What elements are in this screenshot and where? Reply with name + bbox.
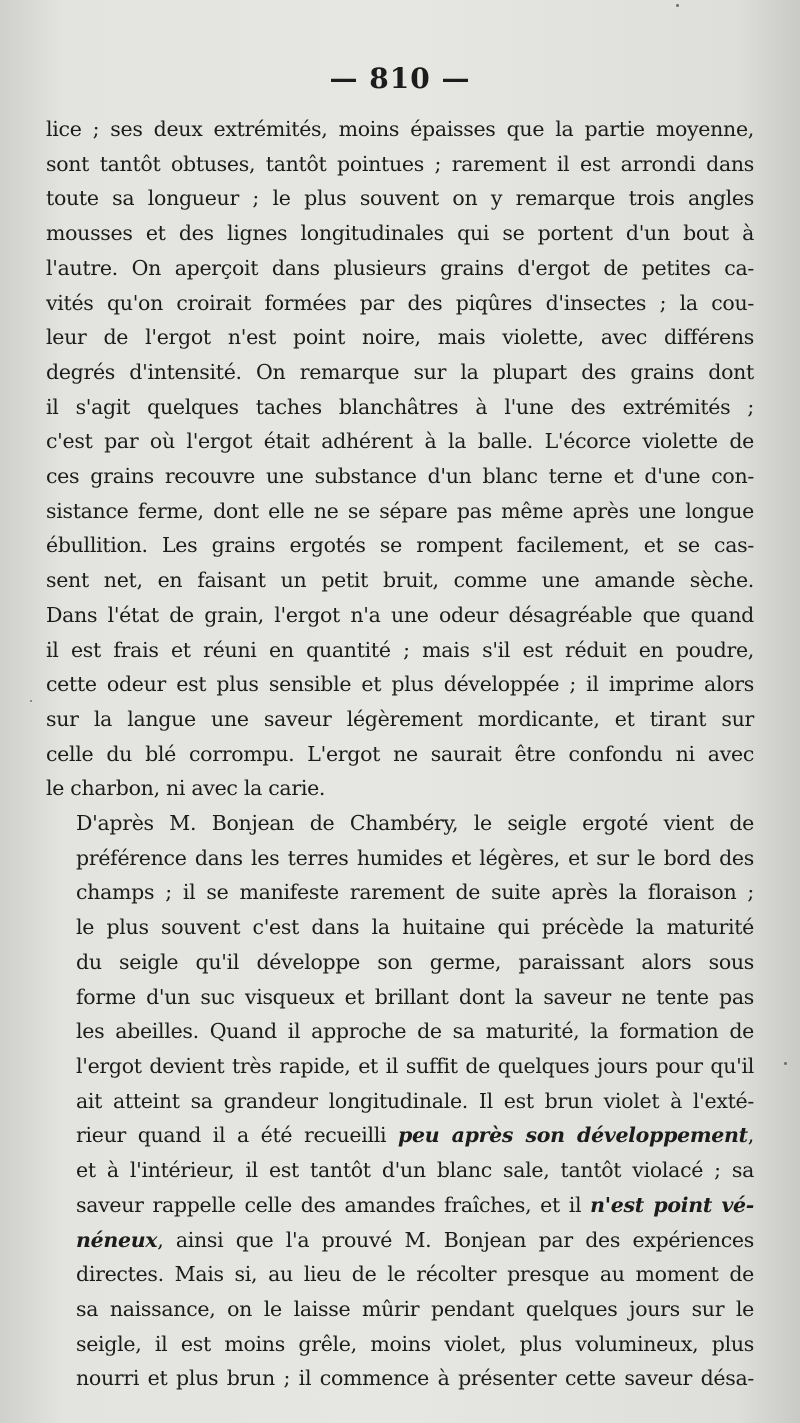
paper-speck xyxy=(30,700,32,702)
italic-text-run: peu après son développement xyxy=(397,1123,748,1148)
text-line: degrés d'intensité. On remarque sur la plupart des grains dont xyxy=(46,359,754,384)
text-line: il s'agit quelques taches blanchâtres à l'une des extrémités ; xyxy=(46,394,754,419)
text-line: vités qu'on croirait formées par des piqûres d'insectes ; la cou- xyxy=(46,290,754,315)
text-line: cette odeur est plus sensible et plus développée ; il imprime alors xyxy=(46,672,754,697)
text-line: les abeilles. Quand il approche de sa maturité, la formation de xyxy=(76,1019,754,1044)
text-line: forme d'un suc visqueux et brillant dont la saveur ne tente pas xyxy=(76,984,754,1009)
text-line: l'ergot devient très rapide, et il suffit de quelques jours pour qu'il xyxy=(76,1053,754,1078)
text-line: préférence dans les terres humides et légères, et sur le bord des xyxy=(76,845,754,870)
text-line: ces grains recouvre une substance d'un blanc terne et d'une con- xyxy=(46,464,754,489)
body-text xyxy=(46,112,754,1396)
text-line: Dans l'état de grain, l'ergot n'a une odeur désagréable que quand xyxy=(46,602,754,627)
text-line: du seigle qu'il développe son germe, paraissant alors sous xyxy=(76,949,754,974)
text-line: sa naissance, on le laisse mûrir pendant quelques jours sur le xyxy=(76,1296,754,1321)
text-line: champs ; il se manifeste rarement de suite après la floraison ; xyxy=(76,880,754,905)
text-line: ébullition. Les grains ergotés se rompent facilement, et se cas- xyxy=(46,533,754,558)
text-line: ait atteint sa grandeur longitudinale. Il est brun violet à l'exté- xyxy=(76,1088,754,1113)
text-line: seigle, il est moins grêle, moins violet, plus volumineux, plus xyxy=(76,1331,754,1356)
text-line: le plus souvent c'est dans la huitaine qui précède la maturité xyxy=(76,915,754,940)
text-line: mousses et des lignes longitudinales qui se portent d'un bout à xyxy=(46,221,754,246)
text-line: l'autre. On aperçoit dans plusieurs grains d'ergot de petites ca- xyxy=(46,255,754,280)
text-run: saveur rappelle celle des amandes fraîches, et il xyxy=(76,1192,591,1217)
page-number: — 810 — xyxy=(329,62,471,95)
text-line: leur de l'ergot n'est point noire, mais violette, avec différens xyxy=(46,325,754,350)
text-line: D'après M. Bonjean de Chambéry, le seigle ergoté vient de xyxy=(76,811,754,836)
text-line: et à l'intérieur, il est tantôt d'un blanc sale, tantôt violacé ; sa xyxy=(76,1158,754,1183)
text-line xyxy=(46,1188,754,1223)
paragraph-2 xyxy=(46,806,754,1396)
text-run: , xyxy=(747,1123,754,1148)
text-run: , ainsi que l'a prouvé M. Bonjean par des expériences xyxy=(157,1227,754,1252)
text-line: toute sa longueur ; le plus souvent on y remarque trois angles xyxy=(46,186,754,211)
italic-text-run: n'est point vé- xyxy=(590,1192,755,1217)
text-line xyxy=(46,1223,754,1258)
paper-speck xyxy=(784,1062,787,1065)
paragraph-1 xyxy=(46,112,754,806)
text-line: nourri et plus brun ; il commence à présenter cette saveur désa- xyxy=(76,1366,754,1391)
text-line: sistance ferme, dont elle ne se sépare pas même après une longue xyxy=(46,498,754,523)
text-line: sent net, en faisant un petit bruit, comme une amande sèche. xyxy=(46,568,754,593)
paper-speck xyxy=(676,4,679,7)
text-line: sont tantôt obtuses, tantôt pointues ; rarement il est arrondi dans xyxy=(46,151,754,176)
text-line: c'est par où l'ergot était adhérent à la balle. L'écorce violette de xyxy=(46,429,754,454)
text-line: le charbon, ni avec la carie. xyxy=(46,776,326,801)
text-line: lice ; ses deux extrémités, moins épaisses que la partie moyenne, xyxy=(46,117,754,141)
text-line: sur la langue une saveur légèrement mordicante, et tirant sur xyxy=(46,706,754,731)
text-run: rieur quand il a été recueilli xyxy=(76,1123,398,1148)
text-line: il est frais et réuni en quantité ; mais s'il est réduit en poudre, xyxy=(46,637,754,662)
italic-text-run: néneux xyxy=(76,1227,158,1252)
text-line: celle du blé corrompu. L'ergot ne saurait être confondu ni avec xyxy=(46,741,754,766)
text-line: directes. Mais si, au lieu de le récolter presque au moment de xyxy=(76,1262,754,1287)
text-line xyxy=(46,1118,754,1153)
